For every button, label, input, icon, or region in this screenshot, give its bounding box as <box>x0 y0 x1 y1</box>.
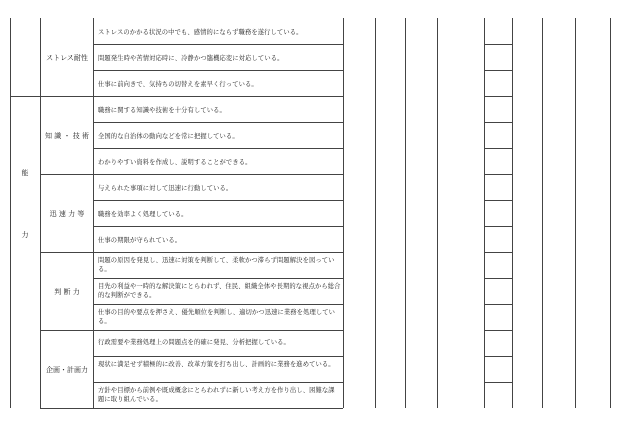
item-text: 仕事の目的や要点を押さえ、優先順位を判断し、適切かつ迅速に業務を処理している。 <box>98 309 336 325</box>
row-divider-line <box>93 44 343 45</box>
grid-category-divider <box>40 18 41 408</box>
score-cell-line <box>484 174 512 175</box>
grid-col-5 <box>484 18 485 408</box>
item-text: わかりやすい資料を作成し、説明することができる。 <box>98 159 252 166</box>
group-label-planning: 企画・計画力 <box>46 366 88 374</box>
group-divider-line <box>40 252 343 253</box>
row-divider-line <box>93 200 343 201</box>
row-divider-line <box>93 382 343 383</box>
item-text: 目先の利益や一時的な解決策にとらわれず、住民、組織全体や長期的な視点から総合的な判断ができる。 <box>98 283 341 299</box>
row-divider-line <box>93 356 343 357</box>
group-divider-line <box>40 96 343 97</box>
grid-col-4 <box>437 18 438 408</box>
row-divider-line <box>93 148 343 149</box>
grid-right-edge <box>610 18 611 408</box>
row-divider-line <box>93 304 343 305</box>
category-char-2: 力 <box>21 231 29 239</box>
grid-col-8 <box>575 18 576 408</box>
group-label-speed: 迅 速 力 等 <box>49 210 85 218</box>
category-char-1: 能 <box>21 169 29 177</box>
row-divider-line <box>93 278 343 279</box>
item-text: 仕事の期限が守られている。 <box>98 237 182 244</box>
score-cell-line <box>484 252 512 253</box>
item-text: 行政需要や業務処理上の問題点を的確に発見、分析把握している。 <box>98 339 290 346</box>
group-label-knowledge: 知 識 ・ 技 術 <box>45 132 89 140</box>
row-divider-line <box>93 122 343 123</box>
grid-col-7 <box>542 18 543 408</box>
score-cell-line <box>484 382 512 383</box>
item-text: 方針や目標から前例や既成概念にとらわれずに新しい考え方を作り出し、困難な課題に取り組んでいる。 <box>98 387 335 403</box>
item-text: 与えられた事項に対して迅速に行動している。 <box>98 185 233 192</box>
table-bottom-line <box>40 408 343 409</box>
grid-col-6 <box>512 18 513 408</box>
score-cell-line <box>484 70 512 71</box>
score-cell-line <box>484 122 512 123</box>
group-divider-line <box>40 174 343 175</box>
category-divider-line <box>10 96 40 97</box>
group-label-stress: ストレス耐性 <box>46 54 88 62</box>
row-divider-line <box>93 226 343 227</box>
grid-left-edge <box>10 18 11 408</box>
score-cell-line <box>484 96 512 97</box>
item-text: ストレスのかかる状況の中でも、感情的にならず職務を遂行している。 <box>98 29 303 36</box>
score-cell-line <box>484 278 512 279</box>
row-divider-line <box>93 70 343 71</box>
item-text: 問題発生時や苦情対応時に、冷静かつ臨機応変に対応している。 <box>98 55 284 62</box>
score-cell-line <box>484 44 512 45</box>
score-cell-line <box>484 200 512 201</box>
score-cell-line <box>484 226 512 227</box>
score-cell-line <box>484 304 512 305</box>
score-cell-line <box>484 330 512 331</box>
item-text: 問題の原因を発見し、迅速に対策を判断して、柔軟かつ滞らず問題解決を図っている。 <box>98 257 335 273</box>
score-cell-line <box>484 148 512 149</box>
group-divider-line <box>40 330 343 331</box>
item-text: 職務に関する知識や技術を十分有している。 <box>98 107 226 114</box>
item-text: 職務を効率よく処理している。 <box>98 211 188 218</box>
grid-col-2 <box>375 18 376 408</box>
item-text: 仕事に前向きで、気持ちの切替えを素早く行っている。 <box>98 81 258 88</box>
grid-text-divider <box>343 18 344 408</box>
grid-col-3 <box>405 18 406 408</box>
score-cell-line <box>484 356 512 357</box>
grid-label-divider <box>93 18 94 408</box>
item-text: 全国的な自治体の動向などを常に把握している。 <box>98 133 239 140</box>
group-label-judgment: 判 断 力 <box>54 288 80 296</box>
item-text: 現状に満足せず積極的に改善、改革方策を打ち出し、計画的に業務を進めている。 <box>98 361 335 368</box>
